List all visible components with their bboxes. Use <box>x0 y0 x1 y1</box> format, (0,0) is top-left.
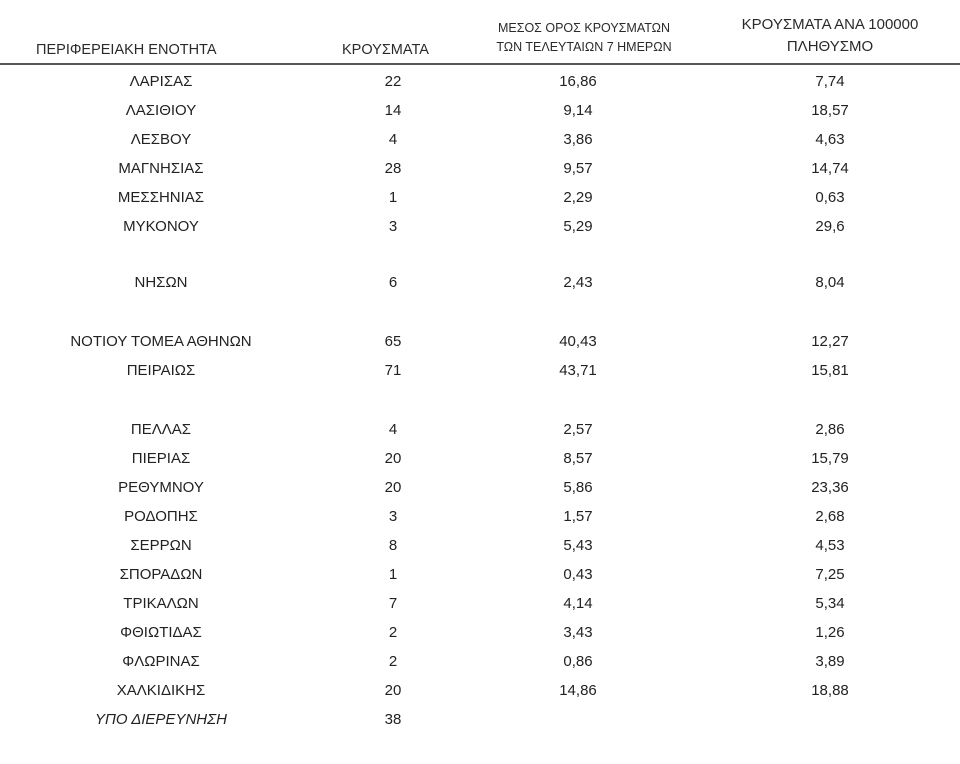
per-100k-cell: 29,6 <box>815 218 845 235</box>
region-name-cell: ΛΑΣΙΘΙΟΥ <box>125 102 197 119</box>
avg-7-days-cell: 4,14 <box>563 595 593 612</box>
region-name-cell: ΜΑΓΝΗΣΙΑΣ <box>118 160 204 177</box>
avg-7-days-cell: 1,57 <box>563 508 593 525</box>
table-row <box>0 189 960 213</box>
avg-7-days-cell: 0,43 <box>563 566 593 583</box>
region-name-cell: ΛΕΣΒΟΥ <box>130 131 192 148</box>
avg-7-days-cell: 8,57 <box>563 450 593 467</box>
avg-7-days-cell: 40,43 <box>559 333 597 350</box>
header-cases: ΚΡΟΥΣΜΑΤΑ <box>342 42 429 58</box>
region-name-cell: ΠΕΙΡΑΙΩΣ <box>126 362 196 379</box>
avg-7-days-cell: 0,86 <box>563 653 593 670</box>
cases-cell: 4 <box>388 421 398 438</box>
cases-cell: 20 <box>384 479 402 496</box>
per-100k-cell: 7,25 <box>815 566 845 583</box>
cases-cell: 22 <box>384 73 402 90</box>
table-row <box>0 653 960 677</box>
per-100k-cell: 15,79 <box>811 450 849 467</box>
cases-cell: 65 <box>384 333 402 350</box>
table-row <box>0 274 960 298</box>
header-per100k-line-1: ΚΡΟΥΣΜΑΤΑ ΑΝΑ 100000 <box>741 16 919 33</box>
per-100k-cell: 7,74 <box>815 73 845 90</box>
table-row <box>0 362 960 386</box>
per-100k-cell: 2,68 <box>815 508 845 525</box>
region-name-cell: ΝΟΤΙΟΥ ΤΟΜΕΑ ΑΘΗΝΩΝ <box>70 333 252 350</box>
per-100k-cell: 14,74 <box>811 160 849 177</box>
table-row <box>0 537 960 561</box>
region-name-cell: ΣΠΟΡΑΔΩΝ <box>119 566 203 583</box>
per-100k-cell: 12,27 <box>811 333 849 350</box>
cases-cell: 8 <box>388 537 398 554</box>
region-name-cell: ΠΕΛΛΑΣ <box>130 421 192 438</box>
header-avg-7-days <box>470 21 698 55</box>
region-name-cell: ΜΕΣΣΗΝΙΑΣ <box>117 189 205 206</box>
cases-cell: 2 <box>388 653 398 670</box>
table-row <box>0 624 960 648</box>
avg-7-days-cell: 5,43 <box>563 537 593 554</box>
region-name-cell: ΡΟΔΟΠΗΣ <box>124 508 198 525</box>
table-row <box>0 450 960 474</box>
per-100k-cell: 18,88 <box>811 682 849 699</box>
cases-cell: 6 <box>388 274 398 291</box>
per-100k-cell: 3,89 <box>815 653 845 670</box>
per-100k-cell: 4,63 <box>815 131 845 148</box>
avg-7-days-cell: 2,43 <box>563 274 593 291</box>
header-region: ΠΕΡΙΦΕΡΕΙΑΚΗ ΕΝΟΤΗΤΑ <box>36 42 217 58</box>
avg-7-days-cell: 3,86 <box>563 131 593 148</box>
table-row <box>0 131 960 155</box>
avg-7-days-cell: 5,86 <box>563 479 593 496</box>
table-row <box>0 682 960 706</box>
region-name-cell: ΦΘΙΩΤΙΔΑΣ <box>120 624 202 641</box>
table-row <box>0 421 960 445</box>
table-row <box>0 218 960 242</box>
per-100k-cell: 23,36 <box>811 479 849 496</box>
region-name-cell: ΦΛΩΡΙΝΑΣ <box>122 653 200 670</box>
avg-7-days-cell: 14,86 <box>559 682 597 699</box>
header-divider <box>0 63 960 65</box>
per-100k-cell: 18,57 <box>811 102 849 119</box>
header-per100k-line-2: ΠΛΗΘΥΣΜΟ <box>786 38 874 55</box>
table-row <box>0 102 960 126</box>
avg-7-days-cell: 43,71 <box>559 362 597 379</box>
region-name-cell: ΡΕΘΥΜΝΟΥ <box>118 479 204 496</box>
region-name-cell: ΠΙΕΡΙΑΣ <box>131 450 191 467</box>
cases-cell: 2 <box>388 624 398 641</box>
cases-cell: 1 <box>388 566 398 583</box>
header-avg-line-2: ΤΩΝ ΤΕΛΕΥΤΑΙΩΝ 7 ΗΜΕΡΩΝ <box>496 40 672 54</box>
region-name-cell: ΧΑΛΚΙΔΙΚΗΣ <box>116 682 206 699</box>
per-100k-cell: 5,34 <box>815 595 845 612</box>
per-100k-cell: 2,86 <box>815 421 845 438</box>
avg-7-days-cell: 5,29 <box>563 218 593 235</box>
per-100k-cell: 0,63 <box>815 189 845 206</box>
per-100k-cell: 4,53 <box>815 537 845 554</box>
table-row <box>0 160 960 184</box>
cases-cell: 3 <box>388 218 398 235</box>
avg-7-days-cell: 3,43 <box>563 624 593 641</box>
table-row <box>0 73 960 97</box>
avg-7-days-cell: 9,14 <box>563 102 593 119</box>
region-name-cell: ΝΗΣΩΝ <box>134 274 188 291</box>
cases-cell: 20 <box>384 682 402 699</box>
cases-cell: 28 <box>384 160 402 177</box>
header-cases-per-100k <box>712 16 948 56</box>
region-name-cell: ΣΕΡΡΩΝ <box>130 537 192 554</box>
cases-cell: 14 <box>384 102 402 119</box>
table-row <box>0 479 960 503</box>
avg-7-days-cell: 9,57 <box>563 160 593 177</box>
table-row <box>0 566 960 590</box>
cases-cell: 4 <box>388 131 398 148</box>
cases-cell: 38 <box>384 711 402 728</box>
table-row <box>0 333 960 357</box>
region-name-cell: ΤΡΙΚΑΛΩΝ <box>123 595 199 612</box>
avg-7-days-cell: 2,57 <box>563 421 593 438</box>
table-row <box>0 595 960 619</box>
table-row <box>0 711 960 735</box>
region-name-cell: ΥΠΟ ΔΙΕΡΕΥΝΗΣΗ <box>95 711 227 728</box>
region-name-cell: ΜΥΚΟΝΟΥ <box>123 218 199 235</box>
region-name-cell: ΛΑΡΙΣΑΣ <box>129 73 193 90</box>
per-100k-cell: 1,26 <box>815 624 845 641</box>
cases-cell: 20 <box>384 450 402 467</box>
table-row <box>0 508 960 532</box>
cases-cell: 1 <box>388 189 398 206</box>
cases-cell: 3 <box>388 508 398 525</box>
avg-7-days-cell: 2,29 <box>563 189 593 206</box>
avg-7-days-cell: 16,86 <box>559 73 597 90</box>
cases-cell: 7 <box>388 595 398 612</box>
cases-cell: 71 <box>384 362 402 379</box>
per-100k-cell: 15,81 <box>811 362 849 379</box>
per-100k-cell: 8,04 <box>815 274 845 291</box>
header-avg-line-1: ΜΕΣΟΣ ΟΡΟΣ ΚΡΟΥΣΜΑΤΩΝ <box>497 21 671 35</box>
